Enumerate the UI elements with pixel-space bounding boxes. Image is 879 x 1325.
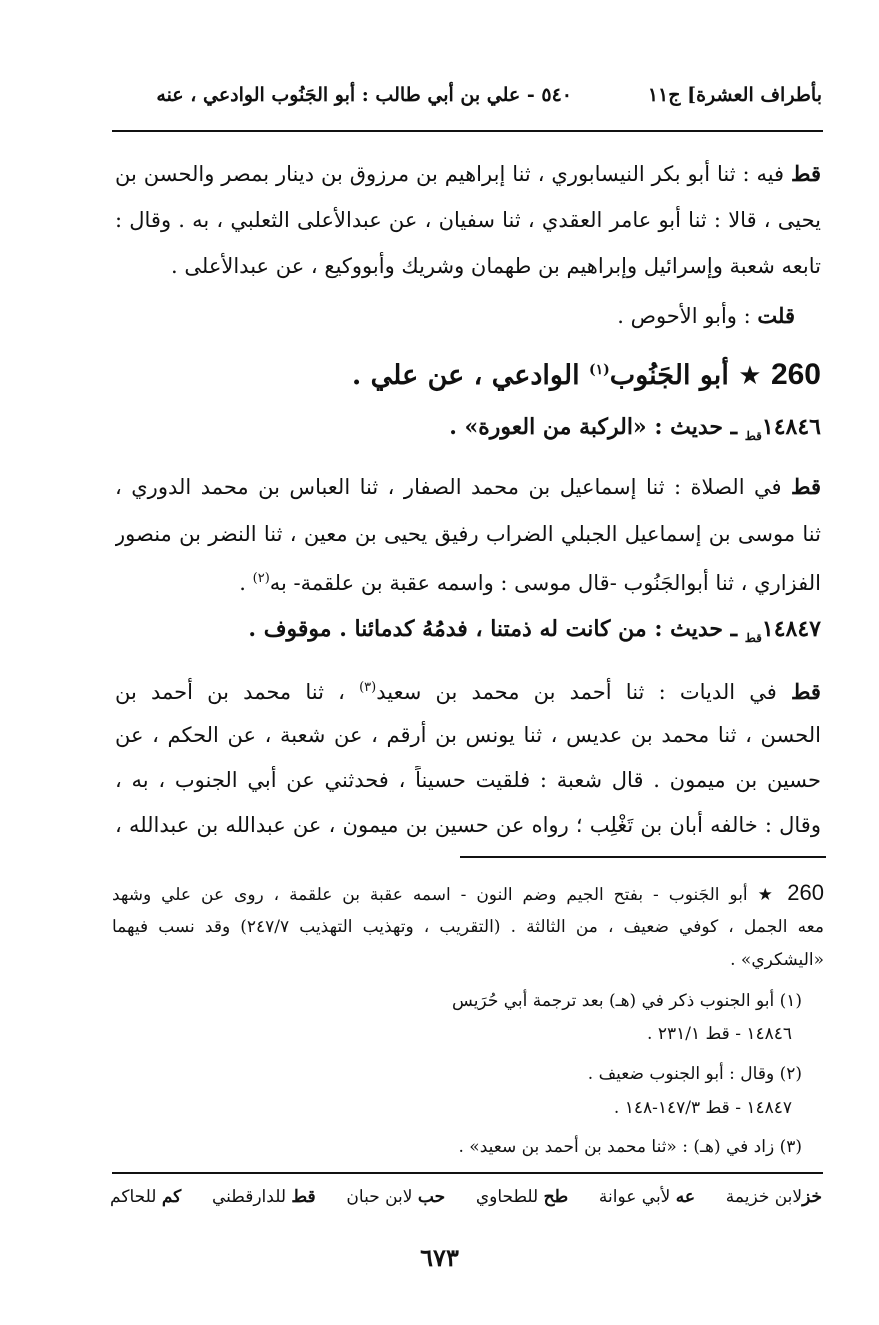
para1-line2: يحيى ، قالا : ثنا أبو عامر العقدي ، ثنا سفيان ، عن عبدالأعلى الثعلبي ، به . وقال : <box>115 208 821 232</box>
footnote-2-line1: (٢) وقال : أبو الجنوب ضعيف . <box>587 1064 802 1084</box>
para3-line3: حسين بن ميمون . قال شعبة : فلقيت حسيناً ، فحدثني عن أبي الجنوب ، به ، <box>115 768 821 792</box>
para1-line1: قط فيه : ثنا أبو بكر النيسابوري ، ثنا إبراهيم بن مرزوق بن دينار بمصر والحسن بن <box>115 161 821 186</box>
sigla-item: كم للحاكم <box>110 1187 182 1207</box>
qult-line: قلت : وأبو الأحوص . <box>617 303 795 328</box>
sigla-item: حب لابن حبان <box>346 1187 446 1207</box>
hadith-number: ١٤٨٤٧ <box>761 616 821 642</box>
source-sub: قط <box>744 631 762 645</box>
running-header <box>110 84 822 114</box>
sigla-item: قط للدارقطني <box>211 1187 316 1207</box>
hadith-14846: $١٤٨٤٦_{قط}$ ـ حديث : «الركبة من العورة» . <box>449 414 821 443</box>
para3-line1: قط في الديات : ثنا أحمد بن محمد بن سعيد$^{(٣)}$ ، ثنا محمد بن أحمد بن <box>115 679 821 704</box>
para2-line1: قط في الصلاة : ثنا إسماعيل بن محمد الصفار ، ثنا العباس بن محمد الدوري ، <box>115 474 821 499</box>
sigla-item: طح للطحاوي <box>475 1187 569 1207</box>
footnote-entry-line1: 260 ★ أبو الجَنوب - بفتح الجيم وضم النون - اسمه عقبة بن علقمة ، روى عن علي وشهد <box>112 880 824 905</box>
sigla-legend <box>110 1187 822 1207</box>
star-icon: ★ <box>738 361 762 391</box>
sigla-item: خزلابن خزيمة <box>725 1187 822 1207</box>
footnote-1-line1: (١) أبو الجنوب ذكر في (هـ) بعد ترجمة أبي حُرَيس <box>452 991 802 1011</box>
para1-line3: تابعه شعبة وإسرائيل وإبراهيم بن طهمان وشريك وأبووكيع ، عن عبدالأعلى . <box>171 254 821 278</box>
footnote-entry-line2: معه الجمل ، كوفي ضعيف ، من الثالثة . (التقريب ، وتهذيب التهذيب ٢٤٧/٧) وقد نسب فيهما <box>112 917 824 937</box>
para3-line2: الحسن ، ثنا محمد بن عديس ، ثنا يونس بن أرقم ، عن شعبة ، عن الحكم ، عن <box>115 723 821 747</box>
star-icon: ★ <box>757 885 778 905</box>
para2-line3: الفزاري ، ثنا أبوالجَنُوب -قال موسى : واسمه عقبة بن علقمة- به$^{(٢)}$ . <box>239 571 821 595</box>
source-sub: قط <box>744 429 762 443</box>
sigla-rule <box>112 1172 823 1174</box>
footnote-rule <box>460 856 826 858</box>
header-chapter: ٥٤٠ - علي بن أبي طالب : أبو الجَنُوب الوادعي ، عنه <box>156 84 572 106</box>
footnote-entry-line3: «اليشكري» . <box>730 950 824 970</box>
footnote-1-line2: ١٤٨٤٦ - قط ٢٣١/١ . <box>647 1024 792 1044</box>
page-number: ٦٧٣ <box>420 1243 459 1272</box>
footnote-3-line1: (٣) زاد في (هـ) : «ثنا محمد بن أحمد بن سعيد» . <box>458 1137 802 1157</box>
entry-260-heading: 260 ★ أبو الجَنُوب$^{(١)}$ الوادعي ، عن علي . <box>351 358 821 391</box>
sigla-item: عه لأبي عوانة <box>598 1187 696 1207</box>
entry-number: 260 <box>770 358 821 391</box>
hadith-number: ١٤٨٤٦ <box>761 414 821 440</box>
header-volume: بأطراف العشرة] ج١١ <box>647 84 822 106</box>
para2-line2: ثنا موسى بن إسماعيل الجبلي الضراب رفيق يحيى بن معين ، ثنا النضر بن منصور <box>115 522 821 546</box>
para3-line4: وقال : خالفه أبان بن تَغْلِب ؛ رواه عن حسين بن ميمون ، عن عبدالله بن عبدالله ، <box>115 813 821 837</box>
hadith-14847: $١٤٨٤٧_{قط}$ ـ حديث : من كانت له ذمتنا ، فدمُهُ كدمائنا . موقوف . <box>248 616 821 645</box>
footnote-2-line2: ١٤٨٤٧ - قط ١٤٧/٣-١٤٨ . <box>613 1098 792 1118</box>
header-rule <box>112 130 823 132</box>
